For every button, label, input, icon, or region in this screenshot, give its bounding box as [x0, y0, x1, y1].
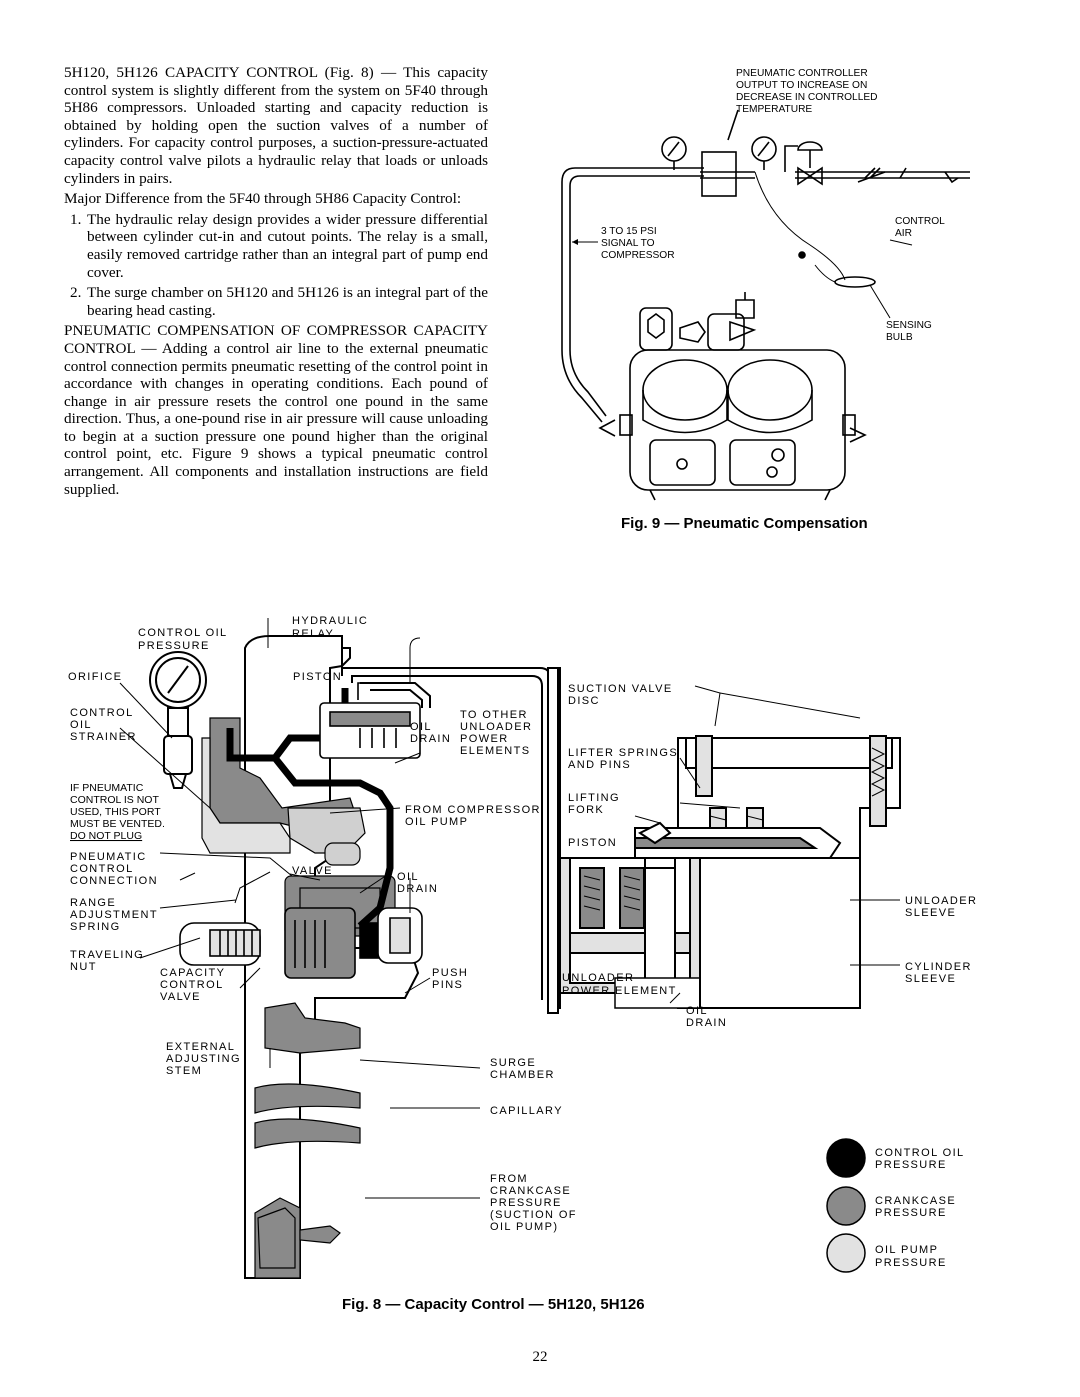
fig9-caption: Fig. 9 — Pneumatic Compensation: [621, 515, 868, 532]
svg-text:BULB: BULB: [886, 332, 913, 343]
svg-text:OIL: OIL: [686, 1005, 708, 1017]
svg-text:CONNECTION: CONNECTION: [70, 875, 158, 887]
svg-text:PRESSURE: PRESSURE: [875, 1207, 947, 1219]
svg-text:OIL: OIL: [410, 721, 432, 733]
svg-text:TO OTHER: TO OTHER: [460, 709, 528, 721]
svg-text:IF PNEUMATIC: IF PNEUMATIC: [70, 782, 144, 794]
svg-text:RELAY: RELAY: [292, 628, 335, 640]
svg-text:CRANKCASE: CRANKCASE: [875, 1195, 957, 1207]
svg-text:ORIFICE: ORIFICE: [68, 671, 123, 683]
svg-text:STRAINER: STRAINER: [70, 731, 137, 743]
svg-text:DRAIN: DRAIN: [397, 883, 439, 895]
svg-text:CONTROL IS NOT: CONTROL IS NOT: [70, 794, 159, 806]
svg-text:PISTON: PISTON: [293, 671, 343, 683]
svg-text:CONTROL OIL: CONTROL OIL: [138, 627, 228, 639]
svg-text:STEM: STEM: [166, 1065, 203, 1077]
svg-text:(SUCTION OF: (SUCTION OF: [490, 1209, 577, 1221]
svg-text:DRAIN: DRAIN: [686, 1017, 728, 1029]
svg-text:CRANKCASE: CRANKCASE: [490, 1185, 572, 1197]
svg-text:POWER ELEMENT: POWER ELEMENT: [562, 985, 677, 997]
svg-text:OIL PUMP: OIL PUMP: [405, 816, 469, 828]
svg-text:CAPACITY: CAPACITY: [160, 967, 226, 979]
svg-text:UNLOADER: UNLOADER: [460, 721, 533, 733]
label-signal: 3 TO 15 PSI: [601, 226, 657, 237]
svg-text:POWER: POWER: [460, 733, 509, 745]
svg-text:CONTROL: CONTROL: [70, 707, 134, 719]
svg-text:PISTON: PISTON: [568, 837, 618, 849]
svg-text:EXTERNAL: EXTERNAL: [166, 1041, 236, 1053]
svg-text:PRESSURE: PRESSURE: [875, 1159, 947, 1171]
svg-text:CAPILLARY: CAPILLARY: [490, 1105, 563, 1117]
svg-text:CYLINDER: CYLINDER: [905, 961, 972, 973]
svg-text:ELEMENTS: ELEMENTS: [460, 745, 531, 757]
label-sensing-bulb: SENSING: [886, 320, 932, 331]
paragraph-capacity-control: 5H120, 5H126 CAPACITY CONTROL (Fig. 8) — This capacity control system is slightly different from the system on 5F40 through 5H86 compressors. Unloaded starting and capacity reduction is obtained by holding open the suction valves of a number of cylinders. For capacity control purposes, a suction-pressure-actuated capacity control valve pilots a hydraulic relay that loads or unloads cylinders in pairs.: [64, 64, 488, 187]
svg-text:ADJUSTING: ADJUSTING: [166, 1053, 241, 1065]
svg-text:LIFTER SPRINGS: LIFTER SPRINGS: [568, 747, 679, 759]
legend-swatch-control-oil: [827, 1139, 865, 1177]
svg-text:OIL PUMP: OIL PUMP: [875, 1244, 939, 1256]
legend: [827, 1139, 965, 1272]
svg-text:CHAMBER: CHAMBER: [490, 1069, 555, 1081]
svg-text:DECREASE IN CONTROLLED: DECREASE IN CONTROLLED: [736, 92, 878, 103]
fig8-diagram: [60, 608, 1000, 1288]
svg-text:RANGE: RANGE: [70, 897, 117, 909]
svg-text:ADJUSTMENT: ADJUSTMENT: [70, 909, 158, 921]
svg-text:SIGNAL TO: SIGNAL TO: [601, 238, 655, 249]
svg-text:DO NOT PLUG: DO NOT PLUG: [70, 830, 143, 842]
legend-swatch-oil-pump: [827, 1234, 865, 1272]
svg-text:PRESSURE: PRESSURE: [875, 1257, 947, 1269]
svg-text:TEMPERATURE: TEMPERATURE: [736, 104, 813, 115]
svg-text:OUTPUT TO INCREASE ON: OUTPUT TO INCREASE ON: [736, 80, 868, 91]
label-controller: PNEUMATIC CONTROLLER: [736, 68, 868, 79]
svg-text:CONTROL: CONTROL: [70, 863, 134, 875]
controller-box: [702, 152, 736, 196]
page-number: 22: [532, 1349, 548, 1365]
svg-text:HYDRAULIC: HYDRAULIC: [292, 615, 369, 627]
svg-text:USED, THIS PORT: USED, THIS PORT: [70, 806, 161, 818]
svg-text:FORK: FORK: [568, 804, 605, 816]
paragraph-major-difference: Major Difference from the 5F40 through 5H86 Capacity Control:: [64, 190, 462, 208]
svg-text:PRESSURE: PRESSURE: [138, 640, 210, 652]
fig9-diagram: [540, 60, 980, 510]
svg-text:OIL: OIL: [70, 719, 92, 731]
svg-text:MUST BE VENTED.: MUST BE VENTED.: [70, 818, 165, 830]
svg-text:AIR: AIR: [895, 228, 912, 239]
paragraph-pneumatic-compensation: PNEUMATIC COMPENSATION OF COMPRESSOR CAPACITY CONTROL — Adding a control air line to the external pneumatic control connection permits pneumatic resetting of the control point in accordance with changes in operating conditions. Each pound of change in air pressure resets the control one pound in the same direction. Thus, a one-pound rise in air pressure will cause unloading to begin at a suction pressure one pound higher than the original control point, etc. Figure 9 shows a typical pneumatic control arrangement. All components and installation instructions are field supplied.: [64, 322, 488, 498]
svg-text:CONTROL: CONTROL: [160, 979, 224, 991]
svg-text:FROM COMPRESSOR: FROM COMPRESSOR: [405, 804, 541, 816]
svg-text:UNLOADER: UNLOADER: [562, 972, 635, 984]
svg-text:AND PINS: AND PINS: [568, 759, 632, 771]
svg-text:LIFTING: LIFTING: [568, 792, 620, 804]
svg-text:PUSH: PUSH: [432, 967, 469, 979]
svg-text:UNLOADER: UNLOADER: [905, 895, 978, 907]
label-control-air: CONTROL: [895, 216, 945, 227]
svg-text:SPRING: SPRING: [70, 921, 121, 933]
svg-text:DISC: DISC: [568, 695, 600, 707]
svg-text:OIL: OIL: [397, 871, 419, 883]
svg-text:DRAIN: DRAIN: [410, 733, 452, 745]
fig8-caption: Fig. 8 — Capacity Control — 5H120, 5H126: [342, 1296, 645, 1313]
svg-text:NUT: NUT: [70, 961, 97, 973]
legend-swatch-crankcase: [827, 1187, 865, 1225]
svg-text:COMPRESSOR: COMPRESSOR: [601, 250, 675, 261]
svg-text:PINS: PINS: [432, 979, 464, 991]
svg-text:SUCTION VALVE: SUCTION VALVE: [568, 683, 673, 695]
svg-text:VALVE: VALVE: [292, 865, 333, 877]
list-item: 1. The hydraulic relay design provides a wider pressure differential between cylinder cut-in and cutout points. The relay is a small, easily removed cartridge rather than an integral part of pump end cover.: [70, 210, 488, 281]
text-column: [64, 64, 488, 501]
svg-text:OIL PUMP): OIL PUMP): [490, 1221, 559, 1233]
svg-text:SURGE: SURGE: [490, 1057, 537, 1069]
svg-text:PNEUMATIC: PNEUMATIC: [70, 851, 147, 863]
svg-text:SLEEVE: SLEEVE: [905, 907, 957, 919]
svg-text:VALVE: VALVE: [160, 991, 201, 1003]
svg-text:TRAVELING: TRAVELING: [70, 949, 145, 961]
svg-text:CONTROL OIL: CONTROL OIL: [875, 1147, 965, 1159]
svg-text:PRESSURE: PRESSURE: [490, 1197, 562, 1209]
difference-list: [64, 211, 488, 320]
list-item: 2. The surge chamber on 5H120 and 5H126 is an integral part of the bearing head casting.: [70, 284, 488, 319]
svg-text:SLEEVE: SLEEVE: [905, 973, 957, 985]
svg-text:FROM: FROM: [490, 1173, 528, 1185]
